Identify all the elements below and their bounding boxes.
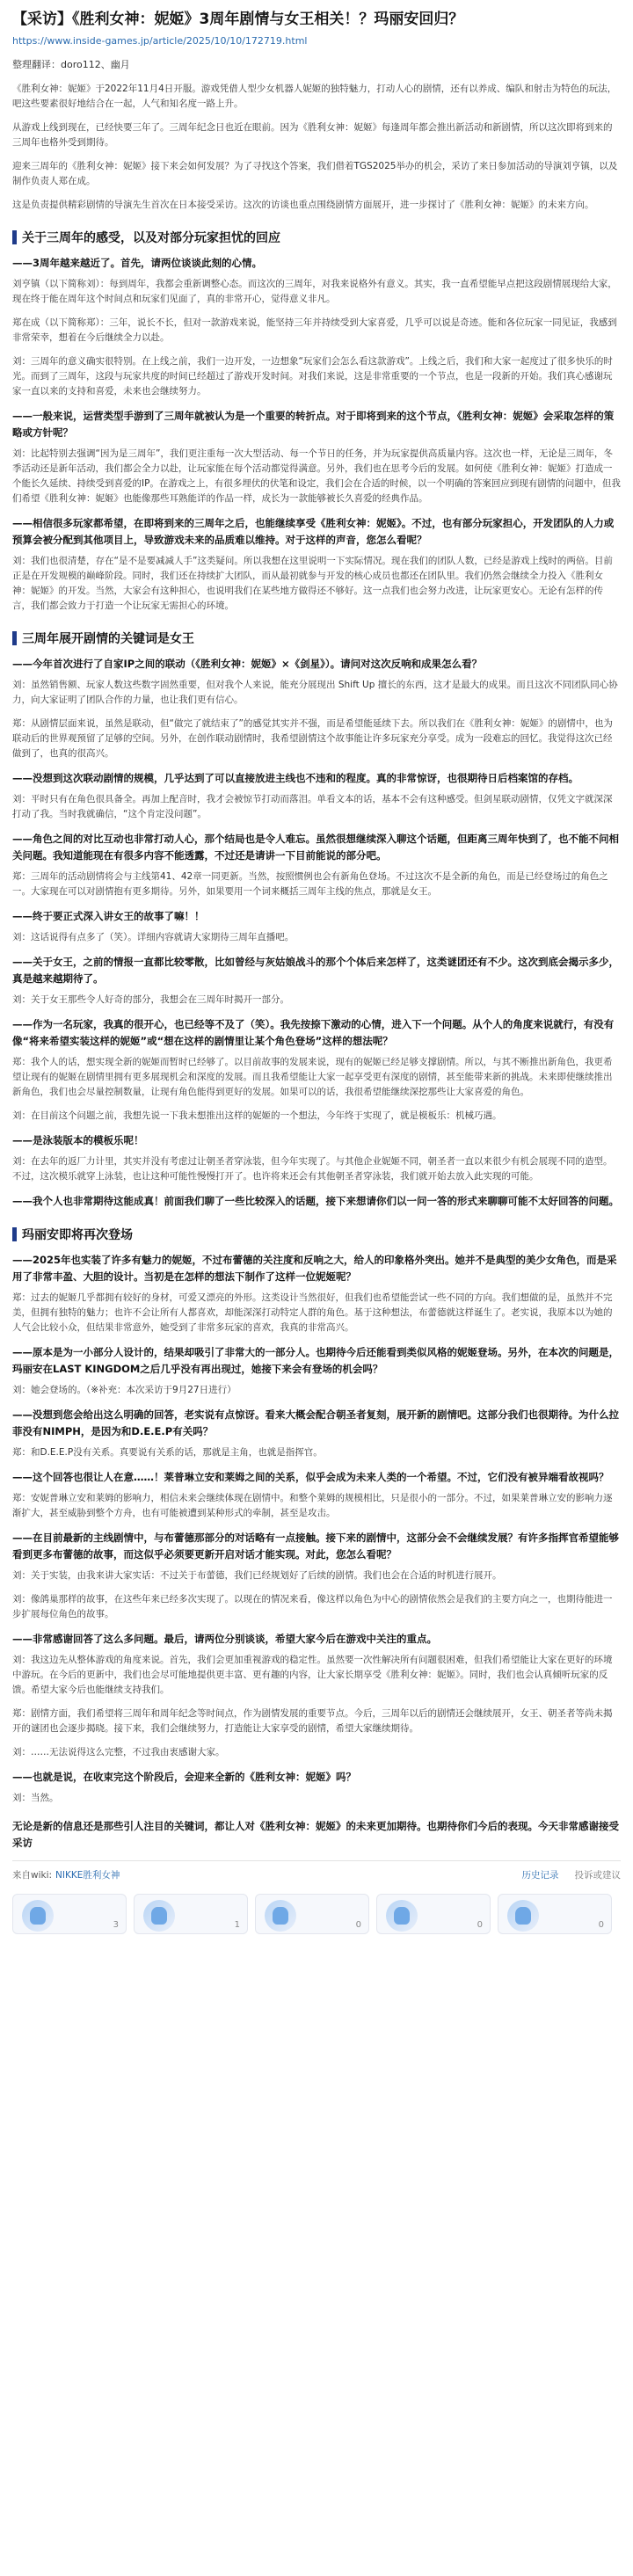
thumbnail-count: 0 (598, 1920, 604, 1930)
section-title: 三周年展开剧情的关键词是女王 (22, 632, 194, 646)
section-marker (12, 631, 17, 645)
character-avatar-icon (386, 1900, 418, 1932)
interview-answer: 郑：安妮普琳立安和莱姆的影响力，相信未来会继续体现在剧情中。和整个莱姆的规模相比，只是很小的一部分。不过，如果莱普琳立安的影响力逐渐扩大，甚至威胁到整个方舟，也有可能被遭到某种形式的牵制，甚至是攻击。 (12, 1493, 613, 1518)
thumbnail-count: 1 (234, 1920, 240, 1930)
interview-question: ——一般来说，运营类型手游到了三周年就被认为是一个重要的转折点。对于即将到来的这个节点，《胜利女神：妮姬》会采取怎样的策略或方针呢？ (12, 410, 615, 439)
interview-answer: 刘亨镇（以下简称刘）：每到周年，我都会重新调整心态。而这次的三周年，对我来说格外有意义。其实，我一直希望能早点把这段剧情展现给大家，现在终于能在周年这个时间点和玩家们见面了，真的非常开心，觉得意义非凡。 (12, 279, 617, 304)
interview-answer: 郑：过去的妮姬几乎都拥有较好的身材，可爱又漂亮的外形。这类设计当然很好，但我们也希望能尝试一些不同的方向。我们想做的是，虽然并不完美，但拥有独特的魅力；也许不会让所有人都喜欢，却能深深打动特定人群的角色。基于这种想法，布蕾德就这样诞生了。老实说，我原本以为她的人气会比较小众，但结果非常意外，她受到了非常多玩家的喜欢，我真的非常高兴。 (12, 1292, 613, 1333)
intro-paragraph: 《胜利女神：妮姬》于2022年11月4日开服。游戏凭借人型少女机器人妮姬的独特魅力，打动人心的剧情，还有以养成、编队和射击为特色的玩法，吧这些要素很好地结合在一起，人气和知名度一路上升。 (12, 84, 617, 109)
interview-question: ——2025年也实装了许多有魅力的妮姬，不过布蕾德的关注度和反响之大，给人的印象格外突出。她并不是典型的美少女角色，而是采用了非常丰盈、大胆的设计。当初是在怎样的想法下制作了这样一位妮姬呢？ (12, 1254, 617, 1283)
article-meta: 整理翻译：doro112、幽月 (12, 59, 130, 70)
interview-question: ——角色之间的对比互动也非常打动人心，那个结局也是令人难忘。虽然很想继续深入聊这个话题，但距离三周年快到了，也不能不问相关问题。我知道能现在有很多内容不能透露，不过还是请讲一下目前能说的部分吧。 (12, 833, 619, 862)
section-heading (12, 1226, 621, 1243)
interview-answer: 刘：三周年的意义确实很特别。在上线之前，我们一边开发，一边想象“玩家们会怎么看这款游戏”。上线之后，我们和大家一起度过了很多快乐的时光。而到了三周年，这段与玩家共度的时间已经超过了游戏开发时间。对我们来说，这是非常重要的一个节点，也是一段新的开始。我们真心感谢玩家一直以来的支持和喜爱，未来也会继续努力。 (12, 356, 613, 397)
interview-question: ——我个人也非常期待这能成真！前面我们聊了一些比较深入的话题，接下来想请你们以一问一答的形式来聊聊可能不太好回答的问题。 (12, 1195, 619, 1207)
interview-question: ——是泳装版本的模板乐呢！ (12, 1134, 144, 1146)
interview-question: ——在目前最新的主线剧情中，与布蕾德那部分的对话略有一点接触。接下来的剧情中，这部分会不会继续发展？有许多指挥官希望能够看到更多布蕾德的故事，而这似乎必须要更新开启对话才能实现。对此，您怎么看呢？ (12, 1532, 619, 1561)
interview-answer: 刘：关于实装，由我来讲大家实话：不过关于布蕾德，我们已经规划好了后续的剧情。我们也会在合适的时机进行展开。 (12, 1570, 502, 1581)
related-thumbnail[interactable] (255, 1894, 369, 1934)
thumbnail-count: 0 (355, 1920, 361, 1930)
related-thumbnail[interactable] (498, 1894, 612, 1934)
related-thumbnail[interactable] (376, 1894, 491, 1934)
section-heading (12, 629, 621, 647)
interview-question: ——也就是说，在收束完这个阶段后，会迎来全新的《胜利女神：妮姬》吗？ (12, 1771, 356, 1783)
article-body (12, 229, 621, 1806)
character-avatar-icon (22, 1900, 54, 1932)
interview-answer: 刘：……无法说得这么完整，不过我由衷感谢大家。 (12, 1747, 225, 1757)
interview-answer: 刘：平时只有在角色很具备全。再加上配音时，我才会被惊节打动而落泪。单看文本的话，基本不会有这种感受。但剑星联动剧情，仅凭文字就深深打动了我。当时我就确信，“这个肯定没问题”。 (12, 794, 613, 819)
interview-question: ——终于要正式深入讲女王的故事了嘛！！ (12, 910, 205, 922)
interview-question: ——作为一名玩家，我真的很开心，也已经等不及了（笑）。我先按捺下激动的心情，进入下一个问题。从个人的角度来说就行，有没有像“将来希望实装这样的妮姬”或“想在这样的剧情里让某个角色登场”这样的想法呢？ (12, 1018, 615, 1047)
interview-answer: 刘：在去年的返厂力计里，其实并没有考虑过让朝圣者穿泳装，但今年实现了。与其他企业妮姬不同，朝圣者一直以来很少有机会展现不同的造型。不过，这次模乐就穿上泳装，也让这种可能性慢慢打开了。也许将来还会有其他朝圣者穿泳装，我们就开始去放入此实现的可能。 (12, 1156, 613, 1182)
interview-answer: 郑：剧情方面，我们希望将三周年和周年纪念等时间点，作为剧情发展的重要节点。今后，三周年以后的剧情还会继续展开，女王、朝圣者等尚未揭开的谜团也会逐步揭晓。接下来，我们会继续努力，打造能让大家享受的剧情，希望大家继续期待。 (12, 1708, 613, 1734)
page-footer (12, 1860, 621, 1888)
interview-question: ——没想到这次联动剧情的规模，几乎达到了可以直接放进主线也不违和的程度。真的非常惊讶，也很期待日后档案馆的存档。 (12, 772, 578, 784)
thumbnail-count: 0 (477, 1920, 483, 1930)
interview-answer: 郑：从剧情层面来说，虽然是联动，但“做完了就结束了”的感觉其实并不强，而是希望能延续下去。所以我们在《胜利女神：妮姬》的剧情中，也为联动后的世界观预留了足够的空间。另外，在创作联动剧情时，我希望剧情这个故事能让许多玩家充分享受。成为一段难忘的回忆。我觉得这次已经做到了，也真的很高兴。 (12, 718, 613, 759)
interview-answer: 刘：在目前这个问题之前，我想先说一下我未想推出这样的妮姬的一个想法，今年终于实现了，就是模板乐：机械巧遇。 (12, 1110, 502, 1121)
interview-answer: 郑：和D.E.E.P没有关系。真要说有关系的话，那就是主角，也就是指挥官。 (12, 1447, 323, 1458)
related-thumbnail[interactable] (134, 1894, 248, 1934)
interview-question: ——今年首次进行了自家IP之间的联动（《胜利女神：妮姬》×《剑星》）。请问对这次反响和成果怎么看？ (12, 658, 483, 670)
intro-paragraph: 这是负责提供精彩剧情的导演先生首次在日本接受采访。这次的访谈也重点围绕剧情方面展开，进一步探讨了《胜利女神：妮姬》的未来方向。 (12, 200, 594, 210)
footer-actions (522, 1868, 622, 1881)
source-link[interactable]: https://www.inside-games.jp/article/2025/10/10/172719.html (12, 35, 308, 47)
interview-answer: 刘：像鸽巢那样的故事，在这些年来已经多次实现了。以现在的情况来看，像这样以角色为中心的剧情依然会是我们的主要方向之一，也期待能进一步扩展每位角色的故事。 (12, 1594, 613, 1619)
interview-answer: 刘：关于女王那些令人好奇的部分，我想会在三周年时揭开一部分。 (12, 994, 289, 1005)
interview-question: ——原本是为一小部分人设计的，结果却吸引了非常大的一部分人。也期待今后还能看到类似风格的妮姬登场。另外，在本次的问题是，玛丽安在LAST KINGDOM之后几乎没有再出现过，她接下来会有登场的机会吗？ (12, 1346, 619, 1375)
interview-answer: 刘：她会登场的。（※补充：本次采访于9月27日进行） (12, 1385, 236, 1395)
character-avatar-icon (143, 1900, 175, 1932)
interview-answer: 郑：我个人的话，想实现全新的妮姬而暂时已经够了。以目前故事的发展来说，现有的妮姬已经足够支撑剧情。所以，与其不断推出新角色，我更希望让现有的妮姬在剧情里拥有更多展现机会和深度的发展。而且我希望能让大家一起享受更有深度的剧情，甚至能带来新的挑战。未来即使继续推出新角色，我们也会尽量控制数量，让现有角色能得到更好的发展。如果可以的话，我很希望能继续深挖那些让大家喜爱的角色。 (12, 1057, 613, 1097)
character-avatar-icon (507, 1900, 539, 1932)
character-avatar-icon (265, 1900, 296, 1932)
intro-section (12, 82, 621, 213)
interview-question: ——没想到您会给出这么明确的回答，老实说有点惊讶。看来大概会配合朝圣者复刻，展开新的剧情吧。这部分我们也很期待。为什么拉菲没有NIMPH，是因为和D.E.E.P有关吗？ (12, 1408, 619, 1437)
section-title: 玛丽安即将再次登场 (22, 1228, 133, 1242)
thumbnail-count: 3 (113, 1920, 119, 1930)
section-heading (12, 229, 621, 246)
interview-question: ——非常感谢回答了这么多问题。最后，请两位分别谈谈，希望大家今后在游戏中关注的重点。 (12, 1633, 437, 1645)
history-link[interactable]: 历史记录 (521, 1870, 559, 1881)
related-thumbnail[interactable] (12, 1894, 127, 1934)
section-marker (12, 230, 17, 244)
intro-paragraph: 迎来三周年的《胜利女神：妮姬》接下来会如何发展？为了寻找这个答案，我们借着TGS2025举办的机会，采访了来日参加活动的导演刘亨镇，以及制作负责人郑在成。 (12, 161, 618, 186)
interview-question: ——3周年越来越近了。首先，请两位谈谈此刻的心情。 (12, 257, 262, 269)
section-title: 关于三周年的感受，以及对部分玩家担忧的回应 (22, 231, 280, 245)
footer-source-label: 来自wiki: (12, 1870, 53, 1881)
article-title: 【采访】《胜利女神：妮姬》3周年剧情与女王相关！？玛丽安回归？ (12, 11, 464, 28)
related-thumbnails (12, 1888, 621, 1939)
interview-question: ——相信很多玩家都希望，在即将到来的三周年之后，也能继续享受《胜利女神：妮姬》。不过，也有部分玩家担心，开发团队的人力或预算会被分配到其他项目上，导致游戏未来的品质难以维持。对于这样的声音，您怎么看呢？ (12, 517, 615, 546)
interview-answer: 郑在成（以下简称郑）：三年，说长不长，但对一款游戏来说，能坚持三年并持续受到大家喜爱，几乎可以说是奇迹。能和各位玩家一同见证，我感到非常荣幸，想着在今后继续全力以赴。 (12, 317, 617, 343)
interview-answer: 刘：我们也很清楚，存在“是不是要减减人手”这类疑问。所以我想在这里说明一下实际情况。现在我们的团队人数，已经是游戏上线时的两倍。目前正是在开发规模的巅峰阶段。同时，我们还在持续扩大团队，而从最初就参与开发的核心成员也都还在团队里。我们仍然会继续全力投入《胜利女神：妮姬》的开发。当然，大家会有这种担心，也说明我们在某些地方做得还不够好。这一点我们也会努力改进，让玩家更安心。无论有怎样的传言，我们都会致力于打造一个让玩家无需担心的环境。 (12, 556, 613, 611)
interview-answer: 郑：三周年的活动剧情将会与主线第41、42章一同更新。当然，按照惯例也会有新角色登场。不过这次不是全新的角色，而是已经登场过的角色之一。大家现在可以对剧情抱有更多期待。另外，如果要用一个词来概括三周年主线的焦点，那就是女王。 (12, 871, 608, 897)
footer-source-link[interactable]: NIKKE胜利女神 (55, 1870, 120, 1881)
feedback-link[interactable]: 投诉或建议 (574, 1870, 621, 1881)
interview-answer: 刘：虽然销售额、玩家人数这些数字固然重要，但对我个人来说，能充分展现出 Shift Up 擅长的东西，这才是最大的成果。而且这次不同团队同心协力，向大家证明了团队合作的力量，也让我们更有信心。 (12, 680, 618, 705)
interview-answer: 刘：我这边先从整体游戏的角度来说。首先，我们会更加重视游戏的稳定性。虽然要一次性解决所有问题很困难，但我们希望能让大家在更好的环境中游玩。在今后的更新中，我们也会尽可能地提供更丰富、更有趣的内容，让大家长期享受《胜利女神：妮姬》。同时，我们也会认真倾听玩家的反馈。希望大家今后也能继续支持我们。 (12, 1655, 613, 1695)
interview-question: ——关于女王，之前的情报一直都比较零散，比如曾经与灰姑娘战斗的那个个体后来怎样了，这类谜团还有不少。这次到底会揭示多少，真是越来越期待了。 (12, 956, 619, 985)
intro-paragraph: 从游戏上线到现在，已经快要三年了。三周年纪念日也近在眼前。因为《胜利女神：妮姬》每逢周年都会推出新活动和新剧情，所以这次即将到来的三周年也格外受到期待。 (12, 122, 613, 148)
interview-answer: 刘：当然。 (12, 1793, 59, 1803)
section-marker (12, 1227, 17, 1241)
interview-answer: 刘：比起特别去强调“因为是三周年”，我们更注重每一次大型活动、每一个节日的任务，并为玩家提供高质量内容。这次也一样，无论是三周年，冬季活动还是新年活动，我们都会全力以赴，让玩家能在每个活动都觉得满意。另外，我们也在思考今后的发展。如何使《胜利女神：妮姬》打造成一个能长久延续、持续受到喜爱的IP。在游戏之上，有很多埋伏的伏笔和设定，我们会在合适的时候，以一个明确的答案回应到现有剧情的问题中，但我们希望《胜利女神：妮姬》也能像那些耳熟能详的作品一样，成长为一款能够被长久喜爱的经典作品。 (12, 448, 621, 504)
closing-paragraph: 无论是新的信息还是那些引人注目的关键词，都让人对《胜利女神：妮姬》的未来更加期待。也期待你们今后的表现。今天非常感谢接受采访 (12, 1820, 619, 1849)
interview-answer: 刘：这话说得有点多了（笑）。详细内容就请大家期待三周年直播吧。 (12, 932, 295, 942)
interview-question: ——这个回答也很让人在意……！莱普琳立安和莱姆之间的关系，似乎会成为未来人类的一个希望。不过，它们没有被异端看故视吗？ (12, 1471, 609, 1483)
